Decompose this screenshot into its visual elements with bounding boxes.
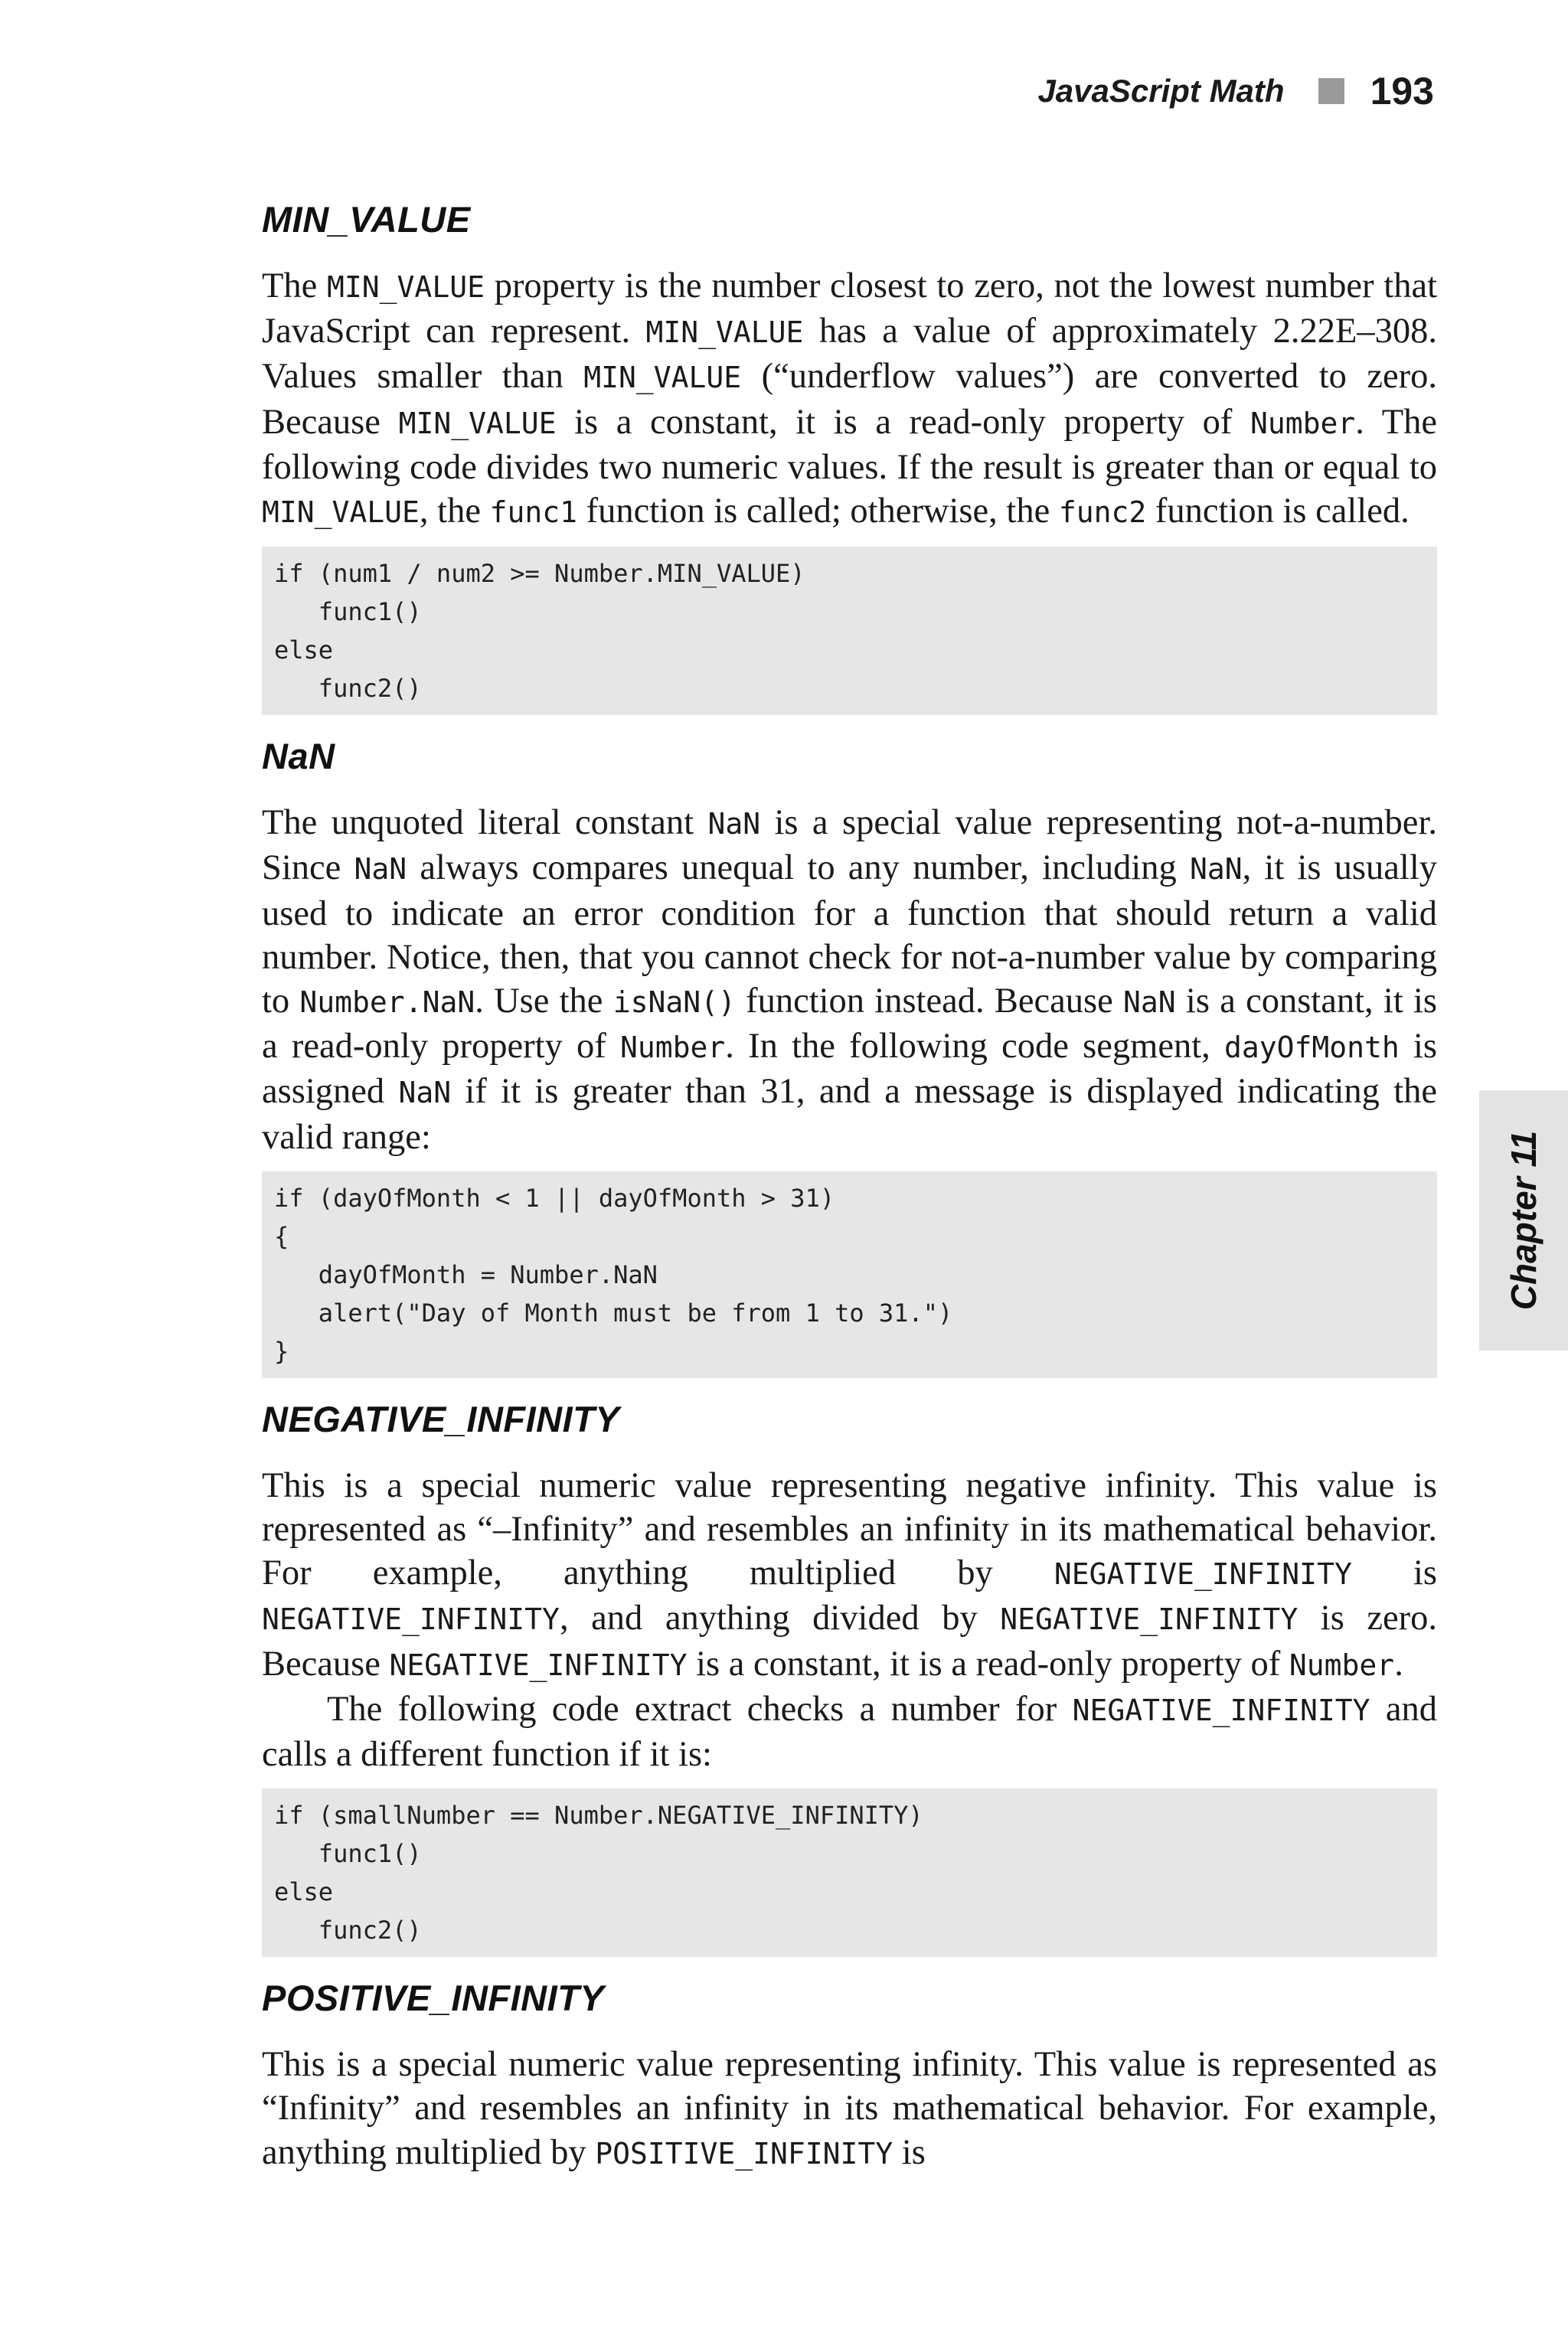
inline-code: NEGATIVE_INFINITY [262,1602,560,1637]
nan-paragraph: The unquoted literal constant NaN is a special value representing not-a-number. Since NaN always compares unequal to any number, including NaN, it is usually used to indicate an error condition for a function that should return a valid number. Notice, then, that you cannot check for not-a-number value by comparing to Number.NaN. Use the isNaN() function instead. Because NaN is a constant, it is a read-only property of Number. In the following code segment, dayOfMonth is assigned NaN if it is greater than 31, and a message is displayed indicating the valid range: [262,803,1438,1157]
inline-code: Number [1289,1648,1395,1682]
inline-code: POSITIVE_INFINITY [595,2136,893,2171]
positive-infinity-paragraph: This is a special numeric value representing infinity. This value is represented as “Infinity” and resembles an infinity in its mathematical behavior. For example, anything multiplied by POSITIVE_INFINITY is [262,2045,1437,2172]
running-title: JavaScript Math [1037,73,1285,109]
inline-code: NEGATIVE_INFINITY [389,1648,688,1682]
inline-code: func2 [1058,495,1147,530]
negative-infinity-code-block: if (smallNumber == Number.NEGATIVE_INFINITY) func1() else func2() [262,1788,1437,1957]
inline-code: MIN_VALUE [645,315,804,350]
inline-code: Number [1250,406,1356,440]
inline-code: Number.NaN [299,985,475,1020]
section-heading-positive-infinity: POSITIVE_INFINITY [262,1978,605,2019]
page-content [262,195,1437,2176]
inline-code: NaN [1123,985,1176,1020]
section-heading-nan: NaN [262,736,335,777]
nan-code-block: if (dayOfMonth < 1 || dayOfMonth > 31) { dayOfMonth = Number.NaN alert("Day of Month must be from 1 to 31.") } [262,1171,1437,1378]
page-number: 193 [1370,70,1434,113]
section-heading-negative-infinity: NEGATIVE_INFINITY [262,1398,620,1439]
chapter-tab [1479,1090,1568,1351]
min-value-code-block: if (num1 / num2 >= Number.MIN_VALUE) func1() else func2() [262,547,1437,715]
inline-code: isNaN() [612,985,736,1020]
min-value-paragraph: The MIN_VALUE property is the number closest to zero, not the lowest number that JavaScript can represent. MIN_VALUE has a value of approximately 2.22E–308. Values smaller than MIN_VALUE (“underflow values”) are converted to zero. Because MIN_VALUE is a constant, it is a read-only property of Number. The following code divides two numeric values. If the result is greater than or equal to MIN_VALUE, the func1 function is called; otherwise, the func2 function is called. [262,266,1437,531]
running-header [1037,69,1434,113]
negative-infinity-paragraph: This is a special numeric value representing negative infinity. This value is represented as “–Infinity” and resembles an infinity in its mathematical behavior. For example, anything multiplied by NEGATIVE_INFINITY is NEGATIVE_INFINITY, and anything divided by NEGATIVE_INFINITY is zero. Because NEGATIVE_INFINITY is a constant, it is a read-only property of Number. [262,1465,1437,1684]
negative-infinity-paragraph-2: The following code extract checks a number for NEGATIVE_INFINITY and calls a different function if it is: [262,1689,1437,1775]
inline-code: dayOfMonth [1223,1031,1400,1065]
inline-code: NaN [398,1076,452,1110]
inline-code: MIN_VALUE [262,495,420,530]
inline-code: func1 [489,495,577,530]
header-square-icon [1318,78,1344,104]
inline-code: NaN [354,852,407,887]
inline-code: Number [619,1031,726,1065]
section-heading-min-value: MIN_VALUE [262,199,471,240]
inline-code: NaN [707,807,761,841]
inline-code: NaN [1189,852,1243,887]
inline-code: NEGATIVE_INFINITY [1054,1557,1352,1592]
inline-code: MIN_VALUE [327,270,485,304]
inline-code: NEGATIVE_INFINITY [1000,1602,1298,1637]
inline-code: MIN_VALUE [583,361,742,395]
inline-code: MIN_VALUE [398,406,557,440]
inline-code: NEGATIVE_INFINITY [1072,1693,1370,1727]
chapter-tab-label: Chapter 11 [1504,1130,1544,1311]
